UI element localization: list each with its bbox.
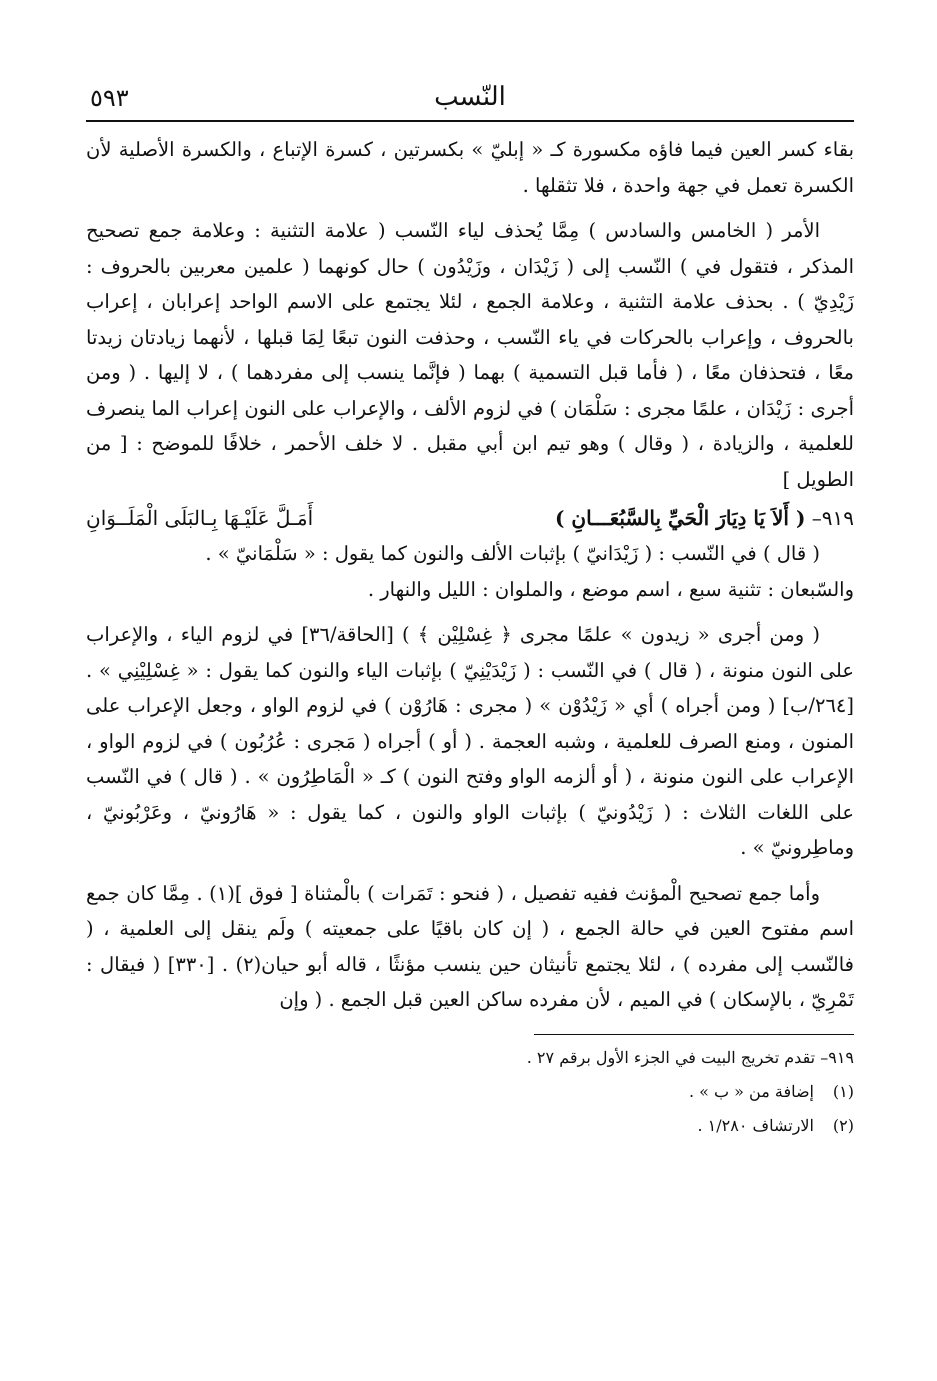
page-header <box>86 78 854 122</box>
paragraph: والسّبعان : تثنية سبع ، اسم موضع ، والملوان : الليل والنهار . <box>367 577 854 601</box>
paragraph: وأما جمع تصحيح الْمؤنث ففيه تفصيل ، ( فنحو : تَمَرات ) بالْمثناة [ فوق ](١) . مِمَّا كان جمع اسم مفتوح العين في حالة الجمع ، ( إن كان باقيًا على جمعيته ) ولَم ينقل إلى العلمية ، ( فالنّسب إلى مفرده ) ، لئلا يجتمع تأنيثان حين ينسب مؤنثًا ، قاله أبو حيان(٢) . [٣٣٠] ( فيقال : تَمْرِيّ ، بالإسكان ) في الميم ، لأن مفرده ساكن العين قبل الجمع . ( وإن <box>86 881 855 1011</box>
verse-second-hemistich: أَمَـلَّ عَلَيْـهَا بِـالبَلَى الْمَلَــوَانِ <box>86 506 314 530</box>
footnote <box>86 1041 854 1075</box>
page-number: ٥٩٣ <box>90 84 129 112</box>
footnote-number: (٢) <box>832 1115 854 1135</box>
verse-number: ٩١٩– <box>811 506 854 530</box>
paragraph: الأمر ( الخامس والسادس ) مِمَّا يُحذف لياء النّسب ( علامة التثنية : وعلامة جمع تصحيح المذكر ، فتقول في ) النّسب إلى ( زَيْدَان ، وزَيْدُون ) حال كونهما ( علمين معربين بالحروف : زَيْدِيّ ) . بحذف علامة التثنية ، وعلامة الجمع ، لئلا يجتمع على الاسم الواحد إعرابان ، إعراب بالحروف ، وإعراب بالحركات في ياء النّسب ، وحذفت النون تبعًا لِمَا قبلها ، لأنهما زيادتان زيدتا معًا ، فتحذفان معًا ، ( فأما قبل التسمية ) بهما ( فإنَّما ينسب إلى مفردهما ) ، لا إليها . ( ومن أجرى : زَيْدَان ، علمًا مجرى : سَلْمَان ) في لزوم الألف ، والإعراب على النون إعراب الما ينصرف للعلمية ، والزيادة ، ( وقال ) وهو تيم ابن أبي مقبل . لا خلف الأحمر ، خلافًا للموضح : [ من الطويل ] <box>86 219 854 491</box>
footnotes <box>86 1041 854 1143</box>
poetry-verse <box>86 501 854 536</box>
book-page <box>86 78 854 1368</box>
page-title: النّسب <box>434 82 506 112</box>
footnote-divider <box>534 1034 854 1035</box>
verse-first-hemistich <box>555 501 854 536</box>
footnote-number: (١) <box>832 1081 854 1101</box>
footnote-text: إضافة من « ب » . <box>688 1081 814 1101</box>
footnote-text: الارتشاف ١/٢٨٠ . <box>697 1115 814 1135</box>
footnote-text: ٩١٩– تقدم تخريج البيت في الجزء الأول برقم ٢٧ . <box>526 1047 854 1067</box>
footnote <box>86 1075 854 1109</box>
main-text <box>86 132 854 1018</box>
paragraph: ( قال ) في النّسب : ( زَيْدَانيّ ) بإثبات الألف والنون كما يقول : « سَلْمَانيّ » . <box>205 542 820 565</box>
footnote <box>86 1109 854 1143</box>
paragraph: ( ومن أجرى « زيدون » علمًا مجرى ﴿ غِسْلِيْن ﴾ ) [الحاقة/٣٦] في لزوم الياء ، والإعراب على النون منونة ، ( قال ) في النّسب : ( زَيْدَيْنِيّ ) بإثبات الياء والنون كما يقول : « غِسْلِيْنِي » . [٢٦٤/ب] ( ومن أجراه ) أي « زَيْدُوْن » ( مجرى : هَارُوْن ) في لزوم الواو ، وجعل الإعراب على المنون ، ومنع الصرف للعلمية ، وشبه العجمة . ( أو ) أجراه ( مَجرى : عُرُبُون ) في لزوم الواو ، الإعراب على النون منونة ، ( أو ألزمه الواو وفتح النون ) كـ « الْمَاطِرُون » . ( قال ) في النّسب على اللغات الثلاث : ( زَيْدُونيّ ) بإثبات الواو والنون ، كما يقول : « هَارُونيّ ، وعَرْبُونيّ ، وماطِرونيّ » . <box>86 623 854 859</box>
paragraph: بقاء كسر العين فيما فاؤه مكسورة كـ « إبليّ » بكسرتين ، كسرة الإتباع ، والكسرة الأصلية لأن الكسرة تعمل في جهة واحدة ، فلا تثقلها . <box>86 138 854 197</box>
verse-first-hemistich-text: ( أَلاَ يَا دِيَارَ الْحَيِّ بِالسَّبُعَـــانِ ) <box>554 506 806 530</box>
